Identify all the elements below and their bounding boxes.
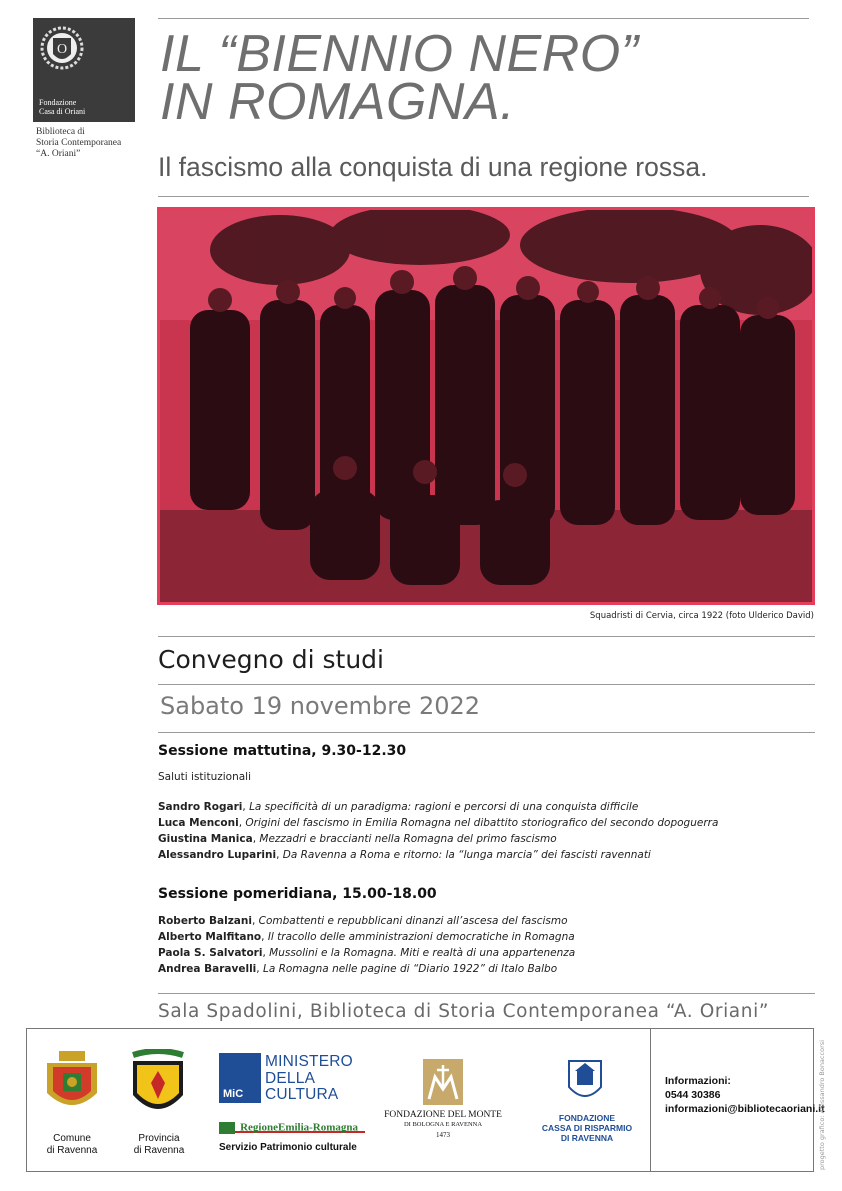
talk-item: Alberto Malfitano, Il tracollo delle amministrazioni democratiche in Romagna	[158, 931, 575, 943]
talk-title: La Romagna nelle pagine di “Diario 1922” di Italo Balbo	[262, 963, 558, 975]
oriani-emblem-icon	[39, 24, 85, 76]
talk-title: Combattenti e repubblicani dinanzi all’ascesa del fascismo	[258, 915, 568, 927]
event-date: Sabato 19 novembre 2022	[160, 692, 481, 720]
cassa-risparmio-crest-icon	[565, 1057, 605, 1105]
top-rule	[158, 18, 809, 19]
talk-speaker: Paola S. Salvatori	[158, 947, 263, 959]
footer-divider	[650, 1029, 651, 1171]
talk-title: Da Ravenna a Roma e ritorno: la “lunga marcia” dei fascisti ravennati	[282, 849, 651, 861]
squadristi-photo-image	[160, 210, 812, 602]
svg-text:O: O	[56, 42, 68, 57]
comune-label: Comune di Ravenna	[46, 1133, 98, 1156]
talk-item: Roberto Balzani, Combattenti e repubblicani dinanzi all’ascesa del fascismo	[158, 915, 568, 927]
talk-title: La specificità di un paradigma: ragioni e percorsi di una conquista difficile	[249, 801, 639, 813]
morning-intro: Saluti istituzionali	[158, 771, 252, 783]
talk-title: Mussolini e la Romagna. Miti e realtà di una appartenenza	[269, 947, 576, 959]
phone-number: 0544 30386	[665, 1089, 721, 1101]
talk-item: Luca Menconi, Origini del fascismo in Emilia Romagna nel dibattito storiografico del secondo dopoguerra	[158, 817, 719, 829]
regione-logo: RegioneEmilia-Romagna	[219, 1117, 365, 1133]
library-name: Biblioteca di Storia Contemporanea “A. Oriani”	[36, 127, 122, 159]
foundation-logo	[33, 18, 135, 122]
morning-talk-list	[158, 799, 718, 863]
talk-item: Andrea Baravelli, La Romagna nelle pagine di “Diario 1922” di Italo Balbo	[158, 963, 558, 975]
cassa-label: FONDAZIONE CASSA DI RISPARMIO DI RAVENNA	[541, 1113, 633, 1143]
provincia-ravenna-crest-icon	[125, 1049, 191, 1125]
logo-text: Fondazione Casa di Oriani	[39, 98, 86, 116]
page-subtitle: Il fascismo alla conquista di una regione rossa.	[158, 152, 708, 182]
afternoon-session-heading: Sessione pomeridiana, 15.00-18.00	[158, 886, 437, 902]
ministero-logo: MiC MINISTERO DELLA CULTURA	[219, 1053, 365, 1105]
talk-title: Il tracollo delle amministrazioni democratiche in Romagna	[267, 931, 575, 943]
afternoon-talk-list	[158, 913, 575, 977]
talk-item: Sandro Rogari, La specificità di un paradigma: ragioni e percorsi di una conquista difficile	[158, 801, 639, 813]
email-link[interactable]: informazioni@bibliotecaoriani.it	[665, 1103, 825, 1115]
event-rule-mid	[158, 684, 815, 685]
regione-flag-icon	[219, 1122, 235, 1134]
talk-speaker: Roberto Balzani	[158, 915, 252, 927]
event-type: Convegno di studi	[158, 645, 384, 674]
talk-speaker: Alessandro Luparini	[158, 849, 277, 861]
servizio-label: Servizio Patrimonio culturale	[219, 1142, 357, 1153]
venue-rule	[158, 993, 815, 994]
talk-item: Alessandro Luparini, Da Ravenna a Roma e ritorno: la “lunga marcia” dei fascisti ravennati	[158, 849, 651, 861]
talk-speaker: Giustina Manica	[158, 833, 253, 845]
comune-ravenna-crest-icon	[41, 1049, 103, 1119]
mic-emblem-icon: MiC	[219, 1053, 261, 1103]
talk-speaker: Luca Menconi	[158, 817, 239, 829]
photo-caption: Squadristi di Cervia, circa 1922 (foto Ulderico David)	[589, 611, 814, 621]
design-credit: progetto grafico: Alessandro Bonaccorsi	[818, 1040, 826, 1170]
contact-info: Informazioni: 0544 30386 informazioni@bibliotecaoriani.it	[665, 1075, 825, 1115]
talk-item: Paola S. Salvatori, Mussolini e la Romagna. Miti e realtà di una appartenenza	[158, 947, 576, 959]
morning-session-heading: Sessione mattutina, 9.30-12.30	[158, 743, 407, 759]
historical-photo	[157, 207, 815, 605]
event-rule-top	[158, 636, 815, 637]
talk-speaker: Andrea Baravelli	[158, 963, 257, 975]
talk-title: Origini del fascismo in Emilia Romagna nel dibattito storiografico del secondo dopoguerra	[245, 817, 719, 829]
talk-speaker: Alberto Malfitano	[158, 931, 262, 943]
fondazione-monte-emblem-icon	[423, 1059, 463, 1105]
page-title: IL “BIENNIO NERO” IN ROMAGNA.	[160, 25, 639, 131]
subtitle-rule	[158, 196, 809, 197]
event-venue: Sala Spadolini, Biblioteca di Storia Contemporanea “A. Oriani”	[158, 1001, 769, 1022]
provincia-label: Provincia di Ravenna	[133, 1133, 185, 1156]
talk-item: Giustina Manica, Mezzadri e braccianti nella Romagna del primo fascismo	[158, 833, 557, 845]
event-rule-bottom	[158, 732, 815, 733]
talk-speaker: Sandro Rogari	[158, 801, 243, 813]
talk-title: Mezzadri e braccianti nella Romagna del primo fascismo	[259, 833, 557, 845]
monte-label: FONDAZIONE DEL MONTE DI BOLOGNA E RAVENNA 1473	[384, 1110, 502, 1139]
